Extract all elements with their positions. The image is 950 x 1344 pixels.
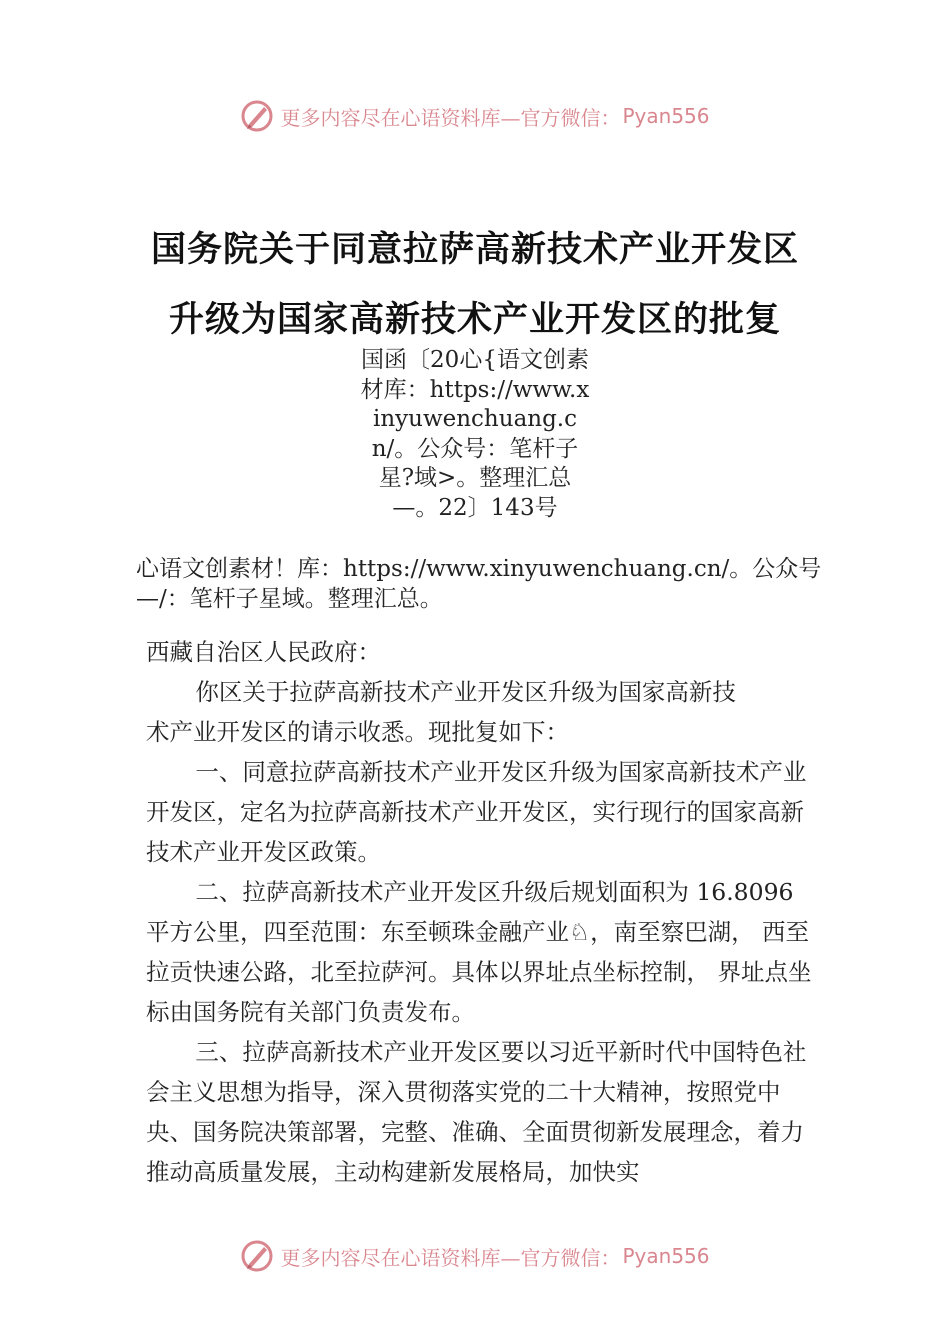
paragraph-1 xyxy=(146,672,778,752)
pen-logo-icon xyxy=(240,99,274,133)
watermark-text: 更多内容尽在心语资料库—官方微信： xyxy=(280,105,621,130)
document-title-line-2: 升级为国家高新技术产业开发区的批复 xyxy=(168,299,781,340)
pen-logo-icon xyxy=(240,1239,274,1273)
paragraph-4: 三、拉萨高新技术产业开发区要以习近平新时代中国特色社会主义思想为指导，深入贯彻落实党的二十大精神，按照党中央、国务院决策部署，完整、准确、全面贯彻新发展理念，着力推动高质量发展，主动构建新发展格局，加快实 xyxy=(146,1038,807,1186)
watermark-text: 更多内容尽在心语资料库—官方微信： xyxy=(280,1245,621,1270)
footer-watermark xyxy=(0,1236,950,1276)
paragraph-1-line-1: 你区关于拉萨高新技术产业开发区升级为国家高新技 xyxy=(195,678,736,706)
document-body xyxy=(146,632,812,1192)
document-title-line-1: 国务院关于同意拉萨高新技术产业开发区 xyxy=(150,229,799,270)
watermark-wechat-id: Pyan556 xyxy=(622,104,710,128)
document-number: 国函〔20心{语文创素材库：https://www.xinyuwenchuang.cn/。公众号：笔杆子星?域>。整理汇总—。22〕143号 xyxy=(360,347,590,521)
source-note: 心语文创素材！库：https://www.xinyuwenchuang.cn/。公众号—/：笔杆子星域。整理汇总。 xyxy=(136,556,822,612)
paragraph-2: 一、同意拉萨高新技术产业开发区升级为国家高新技术产业开发区，定名为拉萨高新技术产业开发区，实行现行的国家高新技术产业开发区政策。 xyxy=(146,758,807,866)
addressee: 西藏自治区人民政府： xyxy=(146,638,381,666)
paragraph-1-line-2: 术产业开发区的请示收悉。现批复如下： xyxy=(146,718,569,746)
header-watermark xyxy=(0,96,950,136)
paragraph-3: 二、拉萨高新技术产业开发区升级后规划面积为 16.8096 平方公里，四至范围：东至顿珠金融产业♘，南至察巴湖， 西至拉贡快速公路，北至拉萨河。具体以界址点坐标控制， 界址点坐标由国务院有关部门负责发布。 xyxy=(146,878,812,1026)
watermark-wechat-id: Pyan556 xyxy=(622,1244,710,1268)
